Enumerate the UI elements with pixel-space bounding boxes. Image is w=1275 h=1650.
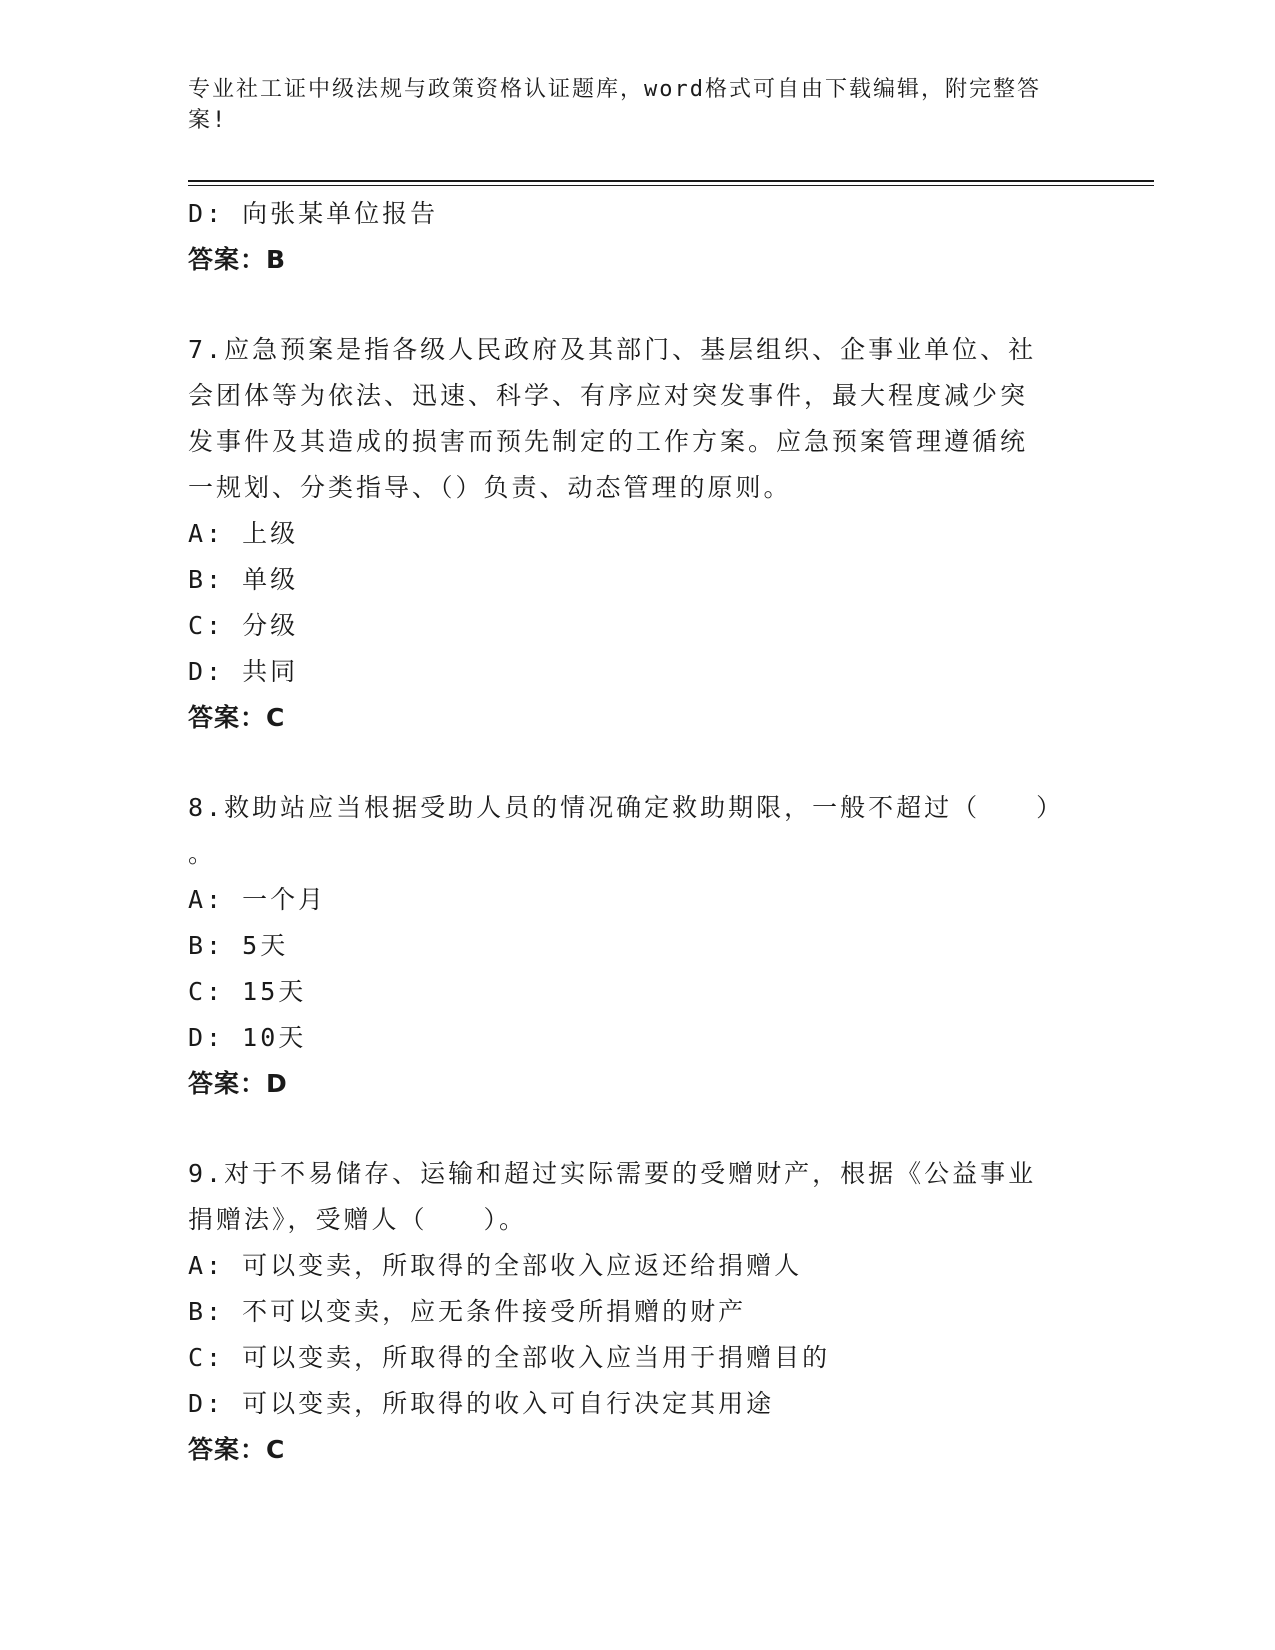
header-rule-thick (188, 180, 1154, 182)
question-7-option-d: D: 共同 (188, 657, 299, 686)
question-8-option-d: D: 10天 (188, 1023, 307, 1052)
document-header (188, 74, 1068, 136)
question-8-option-b: B: 5天 (188, 931, 289, 960)
question-8-option-c: C: 15天 (188, 977, 307, 1006)
question-8-line-1: 8.救助站应当根据受助人员的情况确定救助期限，一般不超过（ ） (188, 793, 1065, 822)
question-7-option-a: A: 上级 (188, 519, 299, 548)
header-line-1: 专业社工证中级法规与政策资格认证题库，word格式可自由下载编辑，附完整答 (188, 77, 1041, 102)
question-7-line-4: 一规划、分类指导、（）负责、动态管理的原则。 (188, 473, 792, 502)
question-7-line-1: 7.应急预案是指各级人民政府及其部门、基层组织、企事业单位、社 (188, 335, 1037, 364)
question-9-answer: 答案：C (188, 1435, 286, 1464)
question-7-line-3: 发事件及其造成的损害而预先制定的工作方案。应急预案管理遵循统 (188, 427, 1029, 456)
header-line-2: 案! (188, 108, 228, 133)
question-8-line-2: 。 (188, 839, 217, 868)
question-8-answer: 答案：D (188, 1069, 288, 1098)
question-8-option-a: A: 一个月 (188, 885, 327, 914)
question-7 (188, 327, 1068, 741)
question-7-line-2: 会团体等为依法、迅速、科学、有序应对突发事件，最大程度减少突 (188, 381, 1029, 410)
question-7-option-c: C: 分级 (188, 611, 299, 640)
question-8 (188, 785, 1068, 1107)
prev-option-d: D: 向张某单位报告 (188, 199, 439, 228)
question-9-option-a: A: 可以变卖，所取得的全部收入应返还给捐赠人 (188, 1251, 803, 1280)
question-9-option-c: C: 可以变卖，所取得的全部收入应当用于捐赠目的 (188, 1343, 831, 1372)
question-9-line-1: 9.对于不易储存、运输和超过实际需要的受赠财产，根据《公益事业 (188, 1159, 1037, 1188)
question-7-answer: 答案：C (188, 703, 286, 732)
question-9-line-2: 捐赠法》，受赠人（ ）。 (188, 1205, 528, 1234)
document-body (188, 191, 1068, 1473)
header-rule-thin (188, 185, 1154, 186)
question-9-option-d: D: 可以变卖，所取得的收入可自行决定其用途 (188, 1389, 775, 1418)
question-7-option-b: B: 单级 (188, 565, 299, 594)
prev-answer: 答案：B (188, 245, 287, 274)
question-9-option-b: B: 不可以变卖，应无条件接受所捐赠的财产 (188, 1297, 747, 1326)
question-9 (188, 1151, 1068, 1473)
